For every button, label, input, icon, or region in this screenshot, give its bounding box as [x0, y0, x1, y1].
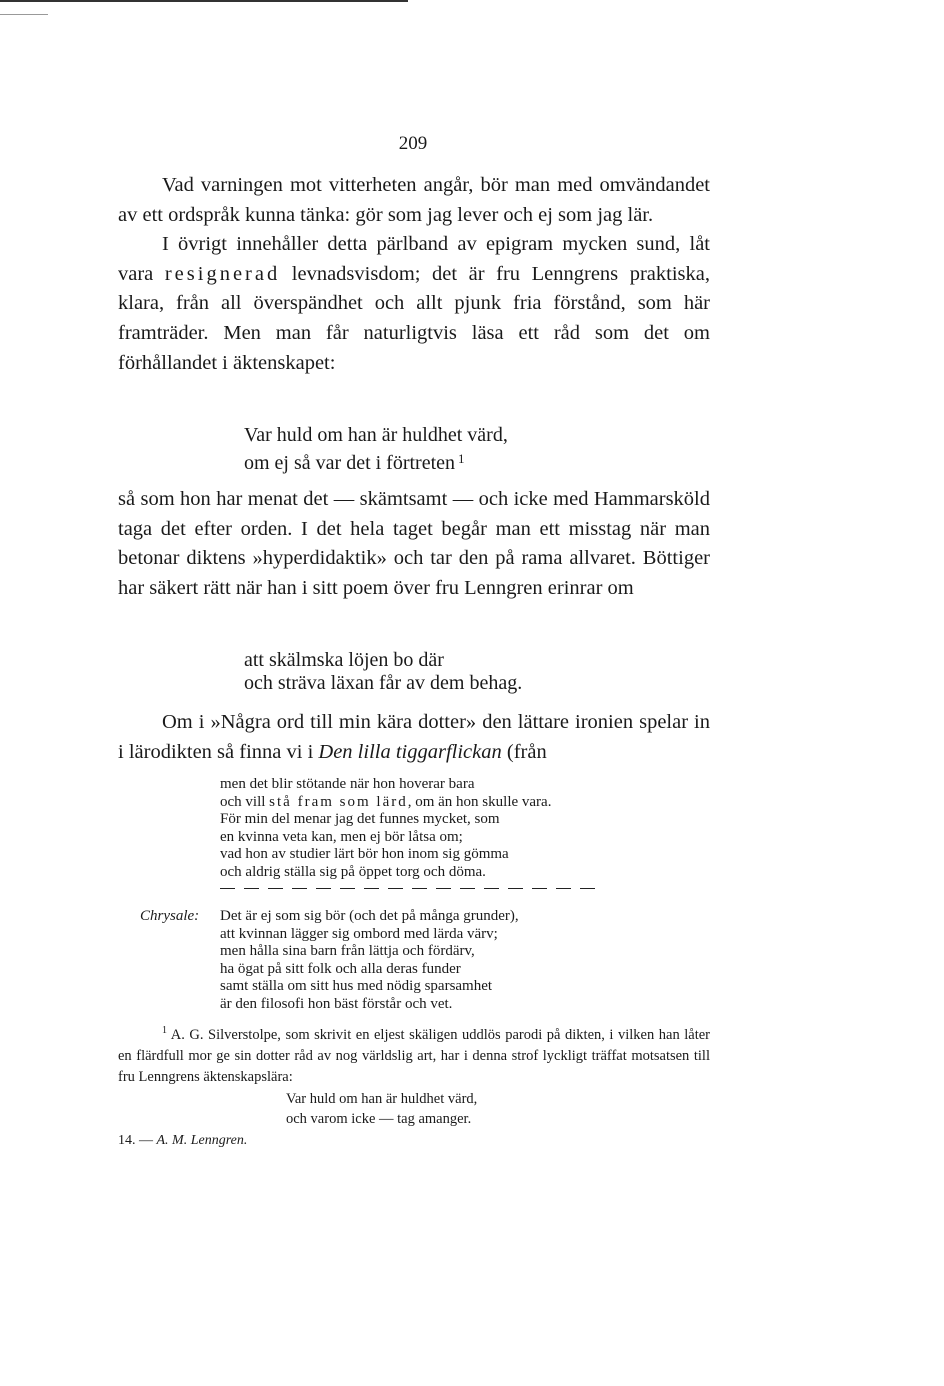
paragraph-4-text-b: (från	[501, 740, 547, 763]
quote-1-line-4: en kvinna veta kan, men ej bör låtsa om;	[220, 828, 463, 845]
quote-2-line-4: ha ögat på sitt folk och alla deras funder	[220, 960, 461, 977]
paragraph-2	[118, 230, 710, 378]
footnote-body: A. G. Silverstolpe, som skrivit en eljest skäligen uddlös parodi på dikten, i vilken han låter en flärdfull mor ge sin dotter råd av nog världslig art, har i denna strof lyckligt träffat motsatsen till fru Lenngrens äktenskapslära:	[118, 1026, 710, 1085]
quote-1-line-1: men det blir stötande när hon hoverar bara	[220, 776, 475, 792]
quote-1-line-2-b: , om än hon skulle vara.	[407, 793, 552, 810]
verse-2-line-2: och sträva läxan får av dem behag.	[244, 672, 523, 694]
verse-quote-2	[244, 649, 522, 695]
verse-1-line-2	[244, 447, 508, 475]
footnote	[118, 1020, 710, 1088]
quote-2-line-3: men hålla sina barn från lättja och fördärv,	[220, 943, 475, 959]
verse-quote-1	[244, 424, 508, 475]
footnote-text	[118, 1020, 710, 1088]
scan-edge-line	[0, 0, 408, 2]
verse-2-line-1: att skälmska löjen bo där	[244, 649, 444, 671]
quote-1-line-2-spaced: stå fram som lärd	[269, 793, 408, 810]
paragraph-1: Vad varningen mot vitterheten angår, bör man med omvändandet av ett ordspråk kunna tänka: gör som jag lever och ej som jag lär.	[118, 174, 710, 226]
footnote-reference: 1	[458, 451, 465, 466]
paragraph-2-spaced-word: resignerad	[164, 262, 281, 285]
paragraph-2-text-b: levnadsvisdom; det är fru Lenngrens praktiska, klara, från all överspändhet och allt pjunk fria förstånd, som här framträder. Men man får naturligtvis läsa ett råd som det om förhållandet i äktenskapet:	[118, 262, 710, 374]
quote-1-line-2	[220, 794, 551, 812]
block-quote-2	[220, 908, 519, 1013]
quote-1-line-6: och aldrig ställa sig på öppet torg och döma.	[220, 863, 486, 880]
block-quote-1	[220, 776, 551, 881]
paragraph-2-text-a: I övrigt innehåller detta pärlband av epigram mycken sund, låt vara	[118, 233, 710, 285]
quote-1-line-5: vad hon av studier lärt bör hon inom sig gömma	[220, 846, 509, 862]
quote-1-line-3: För min del menar jag det funnes mycket, som	[220, 811, 500, 827]
paragraph-4-text-a: Om i »Några ord till min kära dotter» den lättare ironien spelar in i lärodikten så finna vi i	[118, 711, 710, 763]
footnote-verse	[286, 1089, 477, 1129]
poem-title: Den lilla tiggarflickan	[318, 740, 502, 763]
quote-2-line-2: att kvinnan lägger sig ombord med lärda värv;	[220, 925, 498, 942]
paragraph-3: så som hon har menat det — skämtsamt — och icke med Hammarsköld taga det efter orden. I det hela taget begår man ett misstag när man betonar diktens »hyperdidaktik» och tar den på rama allvaret. Böttiger har säkert rätt när han i sitt poem över fru Lenngren erinrar om	[118, 488, 710, 599]
quote-2-line-6: är den filosofi hon bäst förstår och vet.	[220, 995, 453, 1012]
paragraph-4	[118, 708, 710, 767]
quote-2-line-5: samt ställa om sitt hus med nödig sparsamhet	[220, 978, 493, 994]
footnote-marker: 1	[162, 1025, 167, 1036]
verse-1-line-1: Var huld om han är huldhet värd,	[244, 424, 508, 446]
verse-1-line-2-text: om ej så var det i förtreten	[244, 452, 456, 474]
dashed-separator	[220, 879, 608, 891]
body-text-lower	[118, 708, 710, 767]
footnote-verse-line-2: och varom icke — tag amanger.	[286, 1111, 472, 1127]
body-text-middle	[118, 485, 710, 603]
scan-edge-mark	[0, 14, 48, 15]
quote-1-line-2-a: och vill	[220, 793, 270, 810]
signature-mark	[118, 1133, 247, 1149]
footnote-verse-line-1: Var huld om han är huldhet värd,	[286, 1091, 478, 1107]
body-text-top	[118, 171, 710, 378]
signature-number: 14. —	[118, 1133, 157, 1148]
signature-name: A. M. Lenngren.	[156, 1133, 248, 1148]
speaker-label: Chrysale:	[140, 908, 200, 924]
page-number: 209	[398, 133, 428, 154]
quote-2-line-1: Det är ej som sig bör (och det på många grunder),	[220, 908, 519, 924]
